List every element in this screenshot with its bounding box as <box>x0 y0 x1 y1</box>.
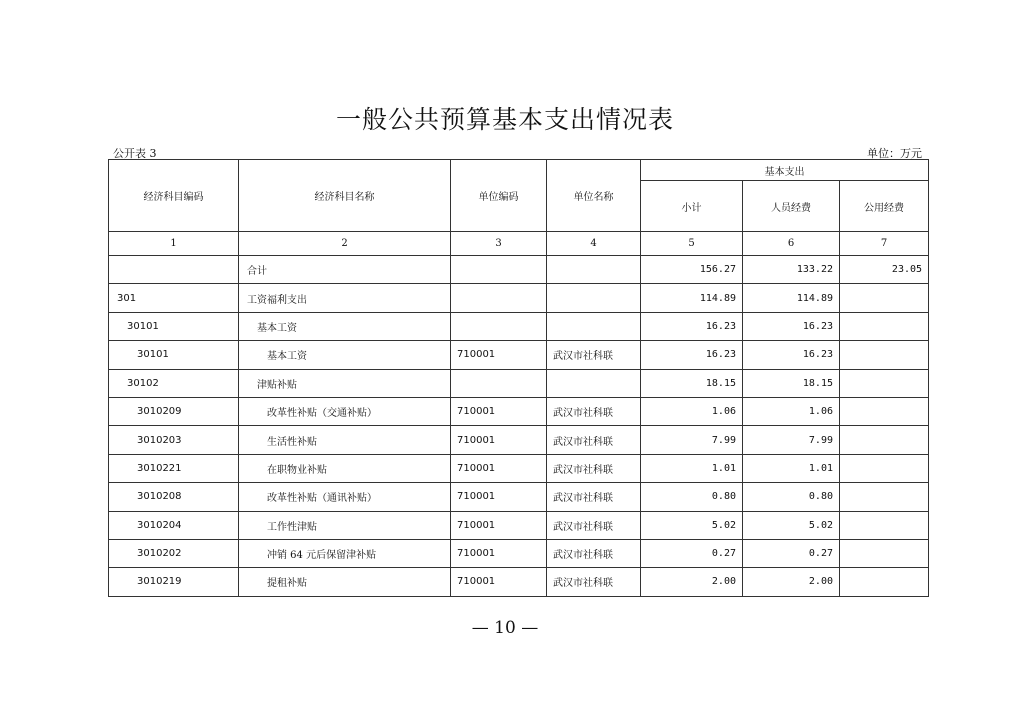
header-personnel: 人员经费 <box>743 181 840 232</box>
cell-subtotal: 114.89 <box>641 284 743 312</box>
cell-unit-code: 710001 <box>451 511 547 539</box>
cell-personnel: 114.89 <box>743 284 840 312</box>
cell-personnel: 5.02 <box>743 511 840 539</box>
cell-unit-name: 武汉市社科联 <box>547 483 641 511</box>
cell-unit-name <box>547 256 641 284</box>
cell-unit-code: 710001 <box>451 568 547 596</box>
cell-subtotal: 1.06 <box>641 397 743 425</box>
cell-personnel: 133.22 <box>743 256 840 284</box>
cell-personnel: 0.27 <box>743 539 840 567</box>
cell-name: 改革性补贴（交通补贴） <box>239 397 451 425</box>
cell-code: 30101 <box>109 312 239 340</box>
page-title: 一般公共预算基本支出情况表 <box>335 105 674 134</box>
cell-unit-code <box>451 369 547 397</box>
cell-personnel: 1.01 <box>743 454 840 482</box>
cell-code: 3010209 <box>109 397 239 425</box>
column-number-row <box>109 232 929 256</box>
cell-code: 3010204 <box>109 511 239 539</box>
table-row <box>109 426 929 454</box>
cell-unit-code <box>451 312 547 340</box>
table-row <box>109 511 929 539</box>
cell-unit-name <box>547 312 641 340</box>
cell-subtotal: 1.01 <box>641 454 743 482</box>
cell-name: 在职物业补贴 <box>239 454 451 482</box>
cell-unit-code: 710001 <box>451 426 547 454</box>
cell-unit-name: 武汉市社科联 <box>547 568 641 596</box>
cell-subtotal: 156.27 <box>641 256 743 284</box>
cell-unit-name <box>547 284 641 312</box>
cell-code <box>109 256 239 284</box>
cell-code: 3010203 <box>109 426 239 454</box>
cell-public <box>840 397 929 425</box>
header-unit-code: 单位编码 <box>451 160 547 232</box>
col-number: 6 <box>743 232 840 256</box>
cell-personnel: 16.23 <box>743 341 840 369</box>
cell-unit-code <box>451 256 547 284</box>
cell-code: 3010219 <box>109 568 239 596</box>
col-number: 7 <box>840 232 929 256</box>
cell-name: 改革性补贴（通讯补贴） <box>239 483 451 511</box>
cell-personnel: 0.80 <box>743 483 840 511</box>
cell-unit-code: 710001 <box>451 397 547 425</box>
table-row <box>109 483 929 511</box>
cell-code: 3010202 <box>109 539 239 567</box>
cell-unit-name: 武汉市社科联 <box>547 397 641 425</box>
cell-public <box>840 312 929 340</box>
cell-subtotal: 16.23 <box>641 341 743 369</box>
cell-unit-name: 武汉市社科联 <box>547 426 641 454</box>
cell-name: 津贴补贴 <box>239 369 451 397</box>
cell-unit-code: 710001 <box>451 341 547 369</box>
cell-code: 30101 <box>109 341 239 369</box>
cell-name: 工资福利支出 <box>239 284 451 312</box>
table-row <box>109 539 929 567</box>
cell-name: 合计 <box>239 256 451 284</box>
col-number: 5 <box>641 232 743 256</box>
cell-unit-name: 武汉市社科联 <box>547 454 641 482</box>
header-unit-name: 单位名称 <box>547 160 641 232</box>
table-row <box>109 341 929 369</box>
table-row <box>109 568 929 596</box>
table-number: 公开表 3 <box>113 147 157 160</box>
cell-public <box>840 511 929 539</box>
cell-name: 工作性津贴 <box>239 511 451 539</box>
cell-name: 冲销 64 元后保留津补贴 <box>239 539 451 567</box>
cell-subtotal: 2.00 <box>641 568 743 596</box>
cell-code: 30102 <box>109 369 239 397</box>
cell-public: 23.05 <box>840 256 929 284</box>
unit-label: 单位：万元 <box>867 147 922 160</box>
cell-unit-name <box>547 369 641 397</box>
cell-subtotal: 7.99 <box>641 426 743 454</box>
cell-code: 301 <box>109 284 239 312</box>
cell-subtotal: 0.80 <box>641 483 743 511</box>
col-number: 1 <box>109 232 239 256</box>
col-number: 3 <box>451 232 547 256</box>
table-row <box>109 369 929 397</box>
table-row <box>109 312 929 340</box>
cell-public <box>840 284 929 312</box>
cell-unit-name: 武汉市社科联 <box>547 341 641 369</box>
cell-public <box>840 369 929 397</box>
header-basic-expenditure: 基本支出 <box>641 160 929 181</box>
cell-unit-code: 710001 <box>451 539 547 567</box>
cell-unit-name: 武汉市社科联 <box>547 511 641 539</box>
page-number: — 10 — <box>471 618 539 638</box>
table-row <box>109 284 929 312</box>
cell-subtotal: 0.27 <box>641 539 743 567</box>
table-row <box>109 256 929 284</box>
table-row <box>109 397 929 425</box>
cell-public <box>840 483 929 511</box>
cell-personnel: 2.00 <box>743 568 840 596</box>
header-public: 公用经费 <box>840 181 929 232</box>
cell-unit-name: 武汉市社科联 <box>547 539 641 567</box>
budget-table <box>108 159 929 597</box>
cell-personnel: 1.06 <box>743 397 840 425</box>
table-row <box>109 454 929 482</box>
cell-personnel: 16.23 <box>743 312 840 340</box>
cell-subtotal: 5.02 <box>641 511 743 539</box>
cell-unit-code <box>451 284 547 312</box>
cell-code: 3010208 <box>109 483 239 511</box>
cell-public <box>840 454 929 482</box>
header-code: 经济科目编码 <box>109 160 239 232</box>
cell-subtotal: 16.23 <box>641 312 743 340</box>
cell-name: 基本工资 <box>239 341 451 369</box>
cell-public <box>840 426 929 454</box>
cell-unit-code: 710001 <box>451 454 547 482</box>
header-name: 经济科目名称 <box>239 160 451 232</box>
col-number: 4 <box>547 232 641 256</box>
cell-public <box>840 341 929 369</box>
cell-code: 3010221 <box>109 454 239 482</box>
cell-public <box>840 568 929 596</box>
cell-subtotal: 18.15 <box>641 369 743 397</box>
cell-unit-code: 710001 <box>451 483 547 511</box>
cell-name: 生活性补贴 <box>239 426 451 454</box>
cell-public <box>840 539 929 567</box>
col-number: 2 <box>239 232 451 256</box>
cell-name: 提租补贴 <box>239 568 451 596</box>
cell-personnel: 7.99 <box>743 426 840 454</box>
header-subtotal: 小计 <box>641 181 743 232</box>
cell-personnel: 18.15 <box>743 369 840 397</box>
cell-name: 基本工资 <box>239 312 451 340</box>
